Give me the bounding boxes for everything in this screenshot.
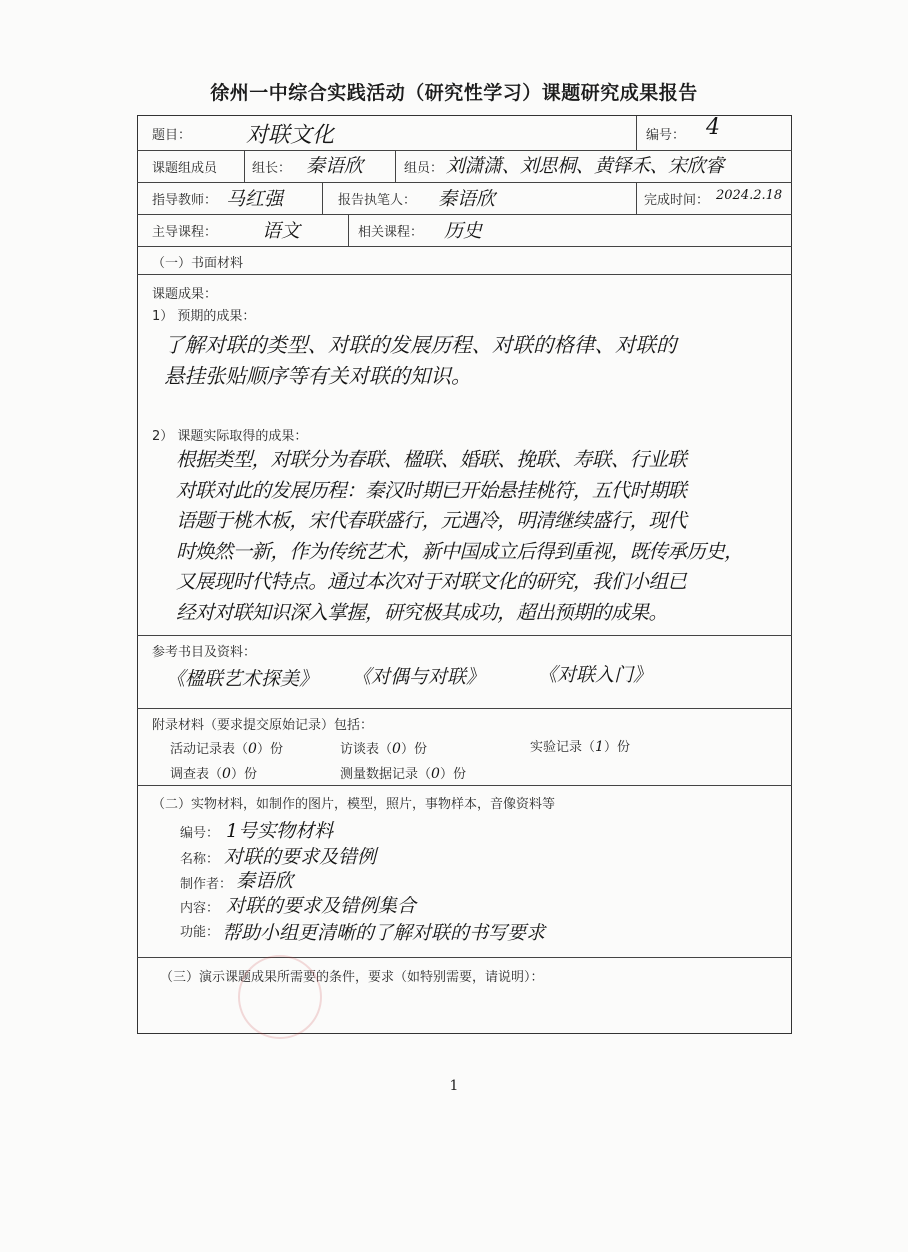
faded-seal	[238, 955, 322, 1039]
finish-time-label: 完成时间：	[644, 193, 710, 208]
section-written-heading: （一）书面材料	[152, 256, 244, 271]
row-divider	[137, 708, 792, 709]
col-divider	[636, 116, 637, 150]
activity-record	[170, 738, 283, 757]
row-divider	[137, 214, 792, 215]
activity-record-count: 0	[248, 741, 257, 757]
measurement-record	[340, 763, 466, 782]
item-content-value: 对联的要求及错例集合	[226, 895, 417, 917]
section-physical-heading: （二）实物材料，如制作的图片，模型，照片，事物样本，音像资料等	[152, 797, 556, 812]
survey-table-label: 调查表（	[170, 767, 223, 782]
number-value: 4	[706, 115, 720, 140]
section-demo-heading: （三）演示课题成果所需要的条件，要求（如特别需要，请说明）：	[160, 970, 544, 985]
row-divider	[137, 182, 792, 183]
unit-suffix: ）份	[603, 740, 630, 755]
item-number-label: 编号：	[180, 826, 220, 841]
expected-label: 1） 预期的成果：	[152, 309, 256, 324]
actual-line: 时焕然一新，作为传统艺术，新中国成立后得到重视，既传承历史，	[176, 539, 744, 563]
expected-results	[164, 330, 774, 391]
item-name-label: 名称：	[180, 852, 220, 867]
row-divider	[137, 957, 792, 958]
interview-table-label: 访谈表（	[340, 742, 393, 757]
unit-suffix: ）份	[256, 742, 283, 757]
actual-line: 对联对此的发展历程：秦汉时期已开始悬挂桃符，五代时期联	[176, 478, 687, 502]
measurement-record-count: 0	[431, 766, 440, 782]
actual-line: 经对对联知识深入掌握，研究极其成功，超出预期的成果。	[176, 600, 668, 624]
col-divider	[322, 182, 323, 214]
experiment-record-label: 实验记录（	[530, 740, 596, 755]
writer-label: 报告执笔人：	[338, 193, 417, 208]
results-label: 课题成果：	[152, 287, 218, 302]
actual-line: 根据类型，对联分为春联、楹联、婚联、挽联、寿联、行业联	[176, 448, 687, 471]
teacher-value: 马红强	[226, 188, 284, 210]
writer-value: 秦语欣	[438, 188, 496, 210]
reference-item: 《楹联艺术探美》	[166, 668, 319, 690]
survey-table-count: 0	[222, 766, 231, 782]
unit-suffix: ）份	[230, 767, 257, 782]
item-number-value: 1号实物材料	[226, 820, 334, 842]
teacher-label: 指导教师：	[152, 193, 218, 208]
actual-line: 语题于桃木板，宋代春联盛行，元遇冷，明清继续盛行，现代	[176, 509, 687, 532]
col-divider	[244, 150, 245, 182]
experiment-record-count: 1	[595, 739, 604, 755]
leader-label: 组长：	[252, 161, 292, 176]
topic-label: 题目：	[152, 128, 192, 143]
report-title: 徐州一中综合实践活动（研究性学习）课题研究成果报告	[210, 82, 698, 104]
interview-table	[340, 738, 427, 757]
row-divider	[137, 785, 792, 786]
item-function-label: 功能：	[180, 925, 220, 940]
topic-value: 对联文化	[246, 123, 335, 148]
actual-label: 2） 课题实际取得的成果：	[152, 429, 308, 444]
interview-table-count: 0	[392, 741, 401, 757]
members-label: 组员：	[404, 161, 444, 176]
group-label: 课题组成员	[152, 161, 218, 176]
main-course-value: 语文	[262, 220, 301, 242]
col-divider	[348, 214, 349, 246]
leader-value: 秦语欣	[306, 155, 364, 177]
main-course-label: 主导课程：	[152, 225, 218, 240]
reference-item: 《对联入门》	[538, 664, 653, 686]
page-number: 1	[449, 1078, 459, 1094]
col-divider	[636, 182, 637, 214]
unit-suffix: ）份	[439, 767, 466, 782]
measurement-record-label: 测量数据记录（	[340, 767, 432, 782]
item-function-value: 帮助小组更清晰的了解对联的书写要求	[222, 922, 546, 944]
related-course-label: 相关课程：	[358, 225, 424, 240]
appendix-label: 附录材料（要求提交原始记录）包括：	[152, 718, 374, 733]
related-course-value: 历史	[444, 220, 483, 242]
reference-item: 《对偶与对联》	[352, 666, 486, 688]
col-divider	[395, 150, 396, 182]
finish-time-value: 2024.2.18	[716, 188, 783, 203]
number-label: 编号：	[646, 128, 686, 143]
actual-results	[176, 445, 786, 628]
row-divider	[137, 274, 792, 275]
row-divider	[137, 246, 792, 247]
row-divider	[137, 635, 792, 636]
experiment-record	[530, 736, 630, 755]
activity-record-label: 活动记录表（	[170, 742, 249, 757]
actual-line: 又展现时代特点。通过本次对于对联文化的研究，我们小组已	[176, 570, 687, 593]
survey-table	[170, 763, 257, 782]
item-maker-label: 制作者：	[180, 877, 233, 892]
item-content-label: 内容：	[180, 901, 220, 916]
references-label: 参考书目及资料：	[152, 645, 257, 660]
item-maker-value: 秦语欣	[236, 870, 294, 892]
item-name-value: 对联的要求及错例	[224, 846, 377, 868]
unit-suffix: ）份	[400, 742, 427, 757]
members-value: 刘潇潇、刘思桐、黄铎禾、宋欣睿	[446, 155, 724, 177]
expected-line: 了解对联的类型、对联的发展历程、对联的格律、对联的	[164, 333, 677, 357]
expected-line: 悬挂张贴顺序等有关对联的知识。	[164, 363, 472, 388]
